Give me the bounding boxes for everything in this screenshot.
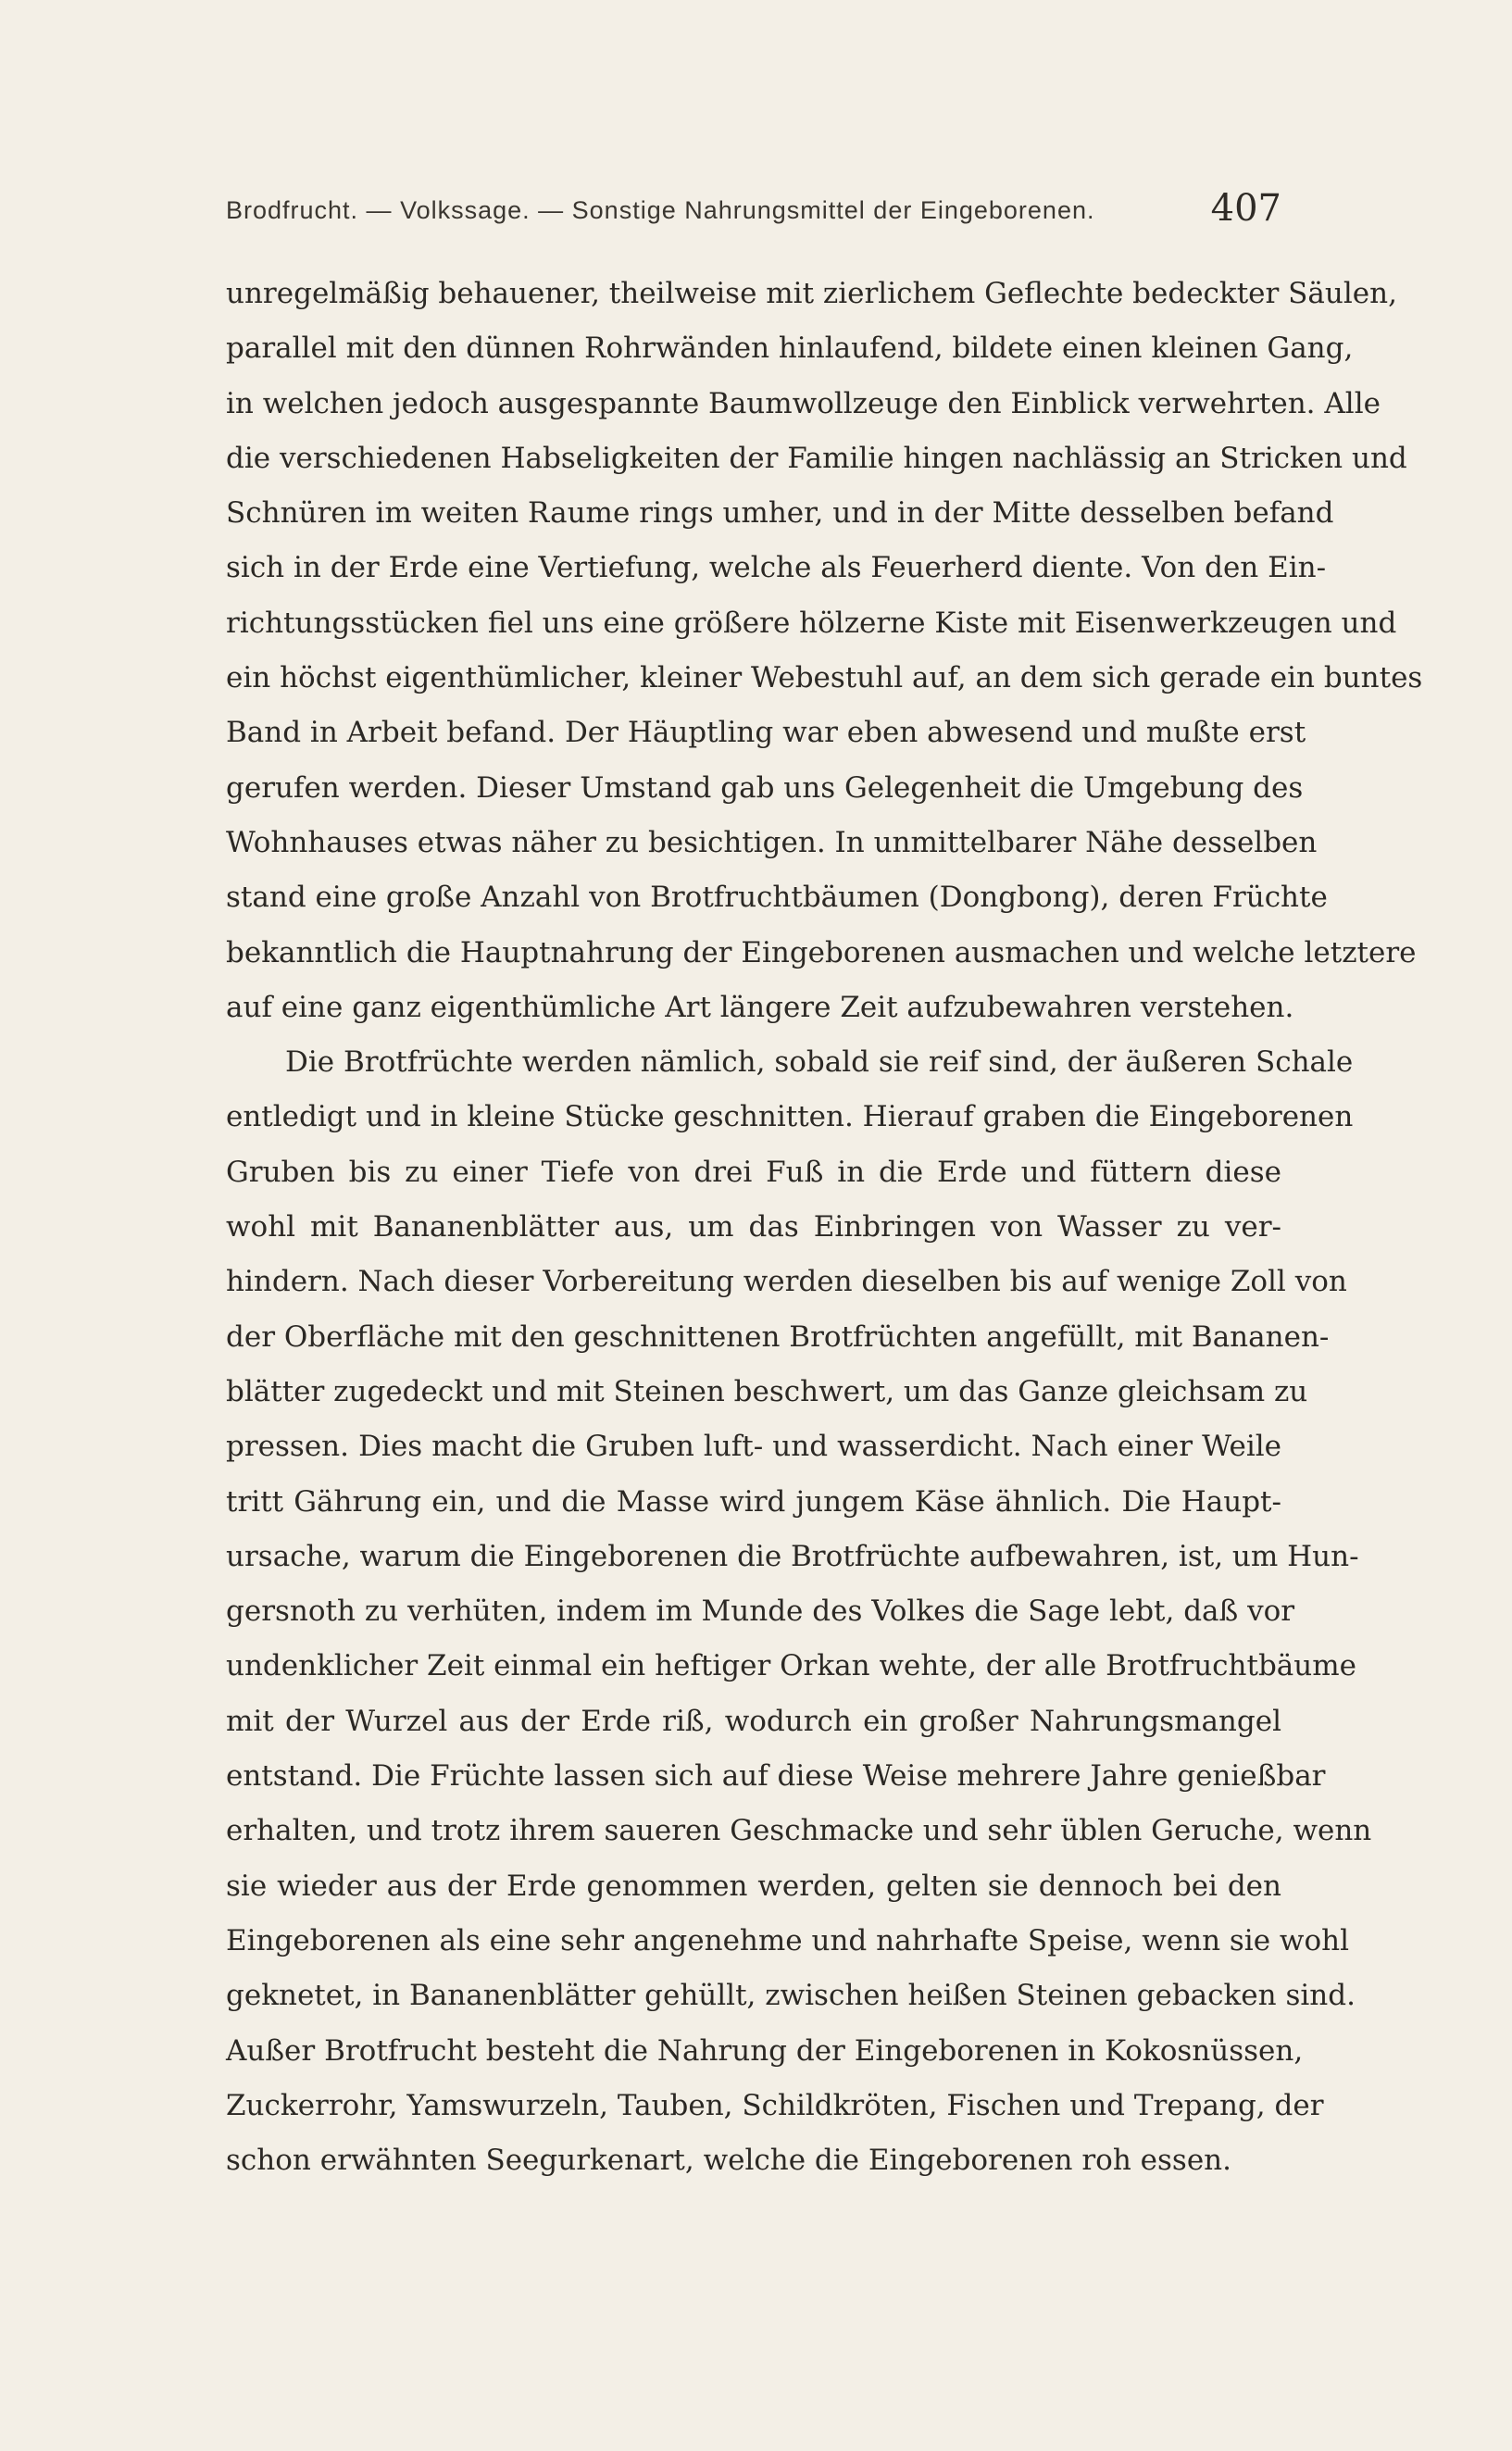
- text-line: Band in Arbeit befand. Der Häuptling war eben abwesend und mußte erst: [226, 716, 1306, 750]
- text-line: Gruben bis zu einer Tiefe von drei Fuß in die Erde und füttern diese: [226, 1155, 1281, 1189]
- text-line: sie wieder aus der Erde genommen werden, gelten sie dennoch bei den: [226, 1869, 1281, 1903]
- text-line: parallel mit den dünnen Rohrwänden hinlaufend, bildete einen kleinen Gang,: [226, 331, 1354, 366]
- text-line: ein höchst eigenthümlicher, kleiner Webestuhl auf, an dem sich gerade ein buntes: [226, 661, 1423, 695]
- text-line: stand eine große Anzahl von Brotfruchtbäumen (Dongbong), deren Früchte: [226, 881, 1328, 915]
- text-line: pressen. Dies macht die Gruben luft- und wasserdicht. Nach einer Weile: [226, 1430, 1281, 1464]
- text-line: geknetet, in Bananenblätter gehüllt, zwischen heißen Steinen gebacken sind.: [226, 1979, 1356, 2013]
- text-line: Wohnhauses etwas näher zu besichtigen. In unmittelbarer Nähe desselben: [226, 825, 1318, 859]
- text-line: schon erwähnten Seegurkenart, welche die Eingeborenen roh essen.: [226, 2144, 1231, 2178]
- text-line: die verschiedenen Habseligkeiten der Familie hingen nachlässig an Stricken und: [226, 441, 1407, 475]
- text-line: gerufen werden. Dieser Umstand gab uns Gelegenheit die Umgebung des: [226, 770, 1304, 805]
- text-line: Zuckerrohr, Yamswurzeln, Tauben, Schildkröten, Fischen und Trepang, der: [226, 2088, 1324, 2122]
- text-line: unregelmäßig behauener, theilweise mit zierlichem Geflechte bedeckter Säulen,: [226, 277, 1397, 310]
- text-line: Eingeborenen als eine sehr angenehme und nahrhafte Speise, wenn sie wohl: [226, 1923, 1349, 1957]
- text-line: mit der Wurzel aus der Erde riß, wodurch ein großer Nahrungsmangel: [226, 1704, 1281, 1738]
- text-line: entstand. Die Früchte lassen sich auf diese Weise mehrere Jahre genießbar: [226, 1759, 1326, 1794]
- text-line: hindern. Nach dieser Vorbereitung werden dieselben bis auf wenige Zoll von: [226, 1265, 1347, 1299]
- text-line: erhalten, und trotz ihrem saueren Geschmacke und sehr üblen Geruche, wenn: [226, 1814, 1372, 1848]
- text-line: blätter zugedeckt und mit Steinen beschwert, um das Ganze gleichsam zu: [226, 1374, 1308, 1408]
- text-line: sich in der Erde eine Vertiefung, welche als Feuerherd diente. Von den Ein-: [226, 551, 1327, 585]
- text-line: in welchen jedoch ausgespannte Baumwollzeuge den Einblick verwehrten. Alle: [226, 386, 1381, 420]
- text-line: der Oberfläche mit den geschnittenen Brotfrüchten angefüllt, mit Bananen-: [226, 1319, 1330, 1354]
- paragraph-start-line: Die Brotfrüchte werden nämlich, sobald sie reif sind, der äußeren Schale: [285, 1045, 1354, 1080]
- running-title: Brodfrucht. — Volkssage. — Sonstige Nahrungsmittel der Eingeborenen.: [226, 196, 1095, 224]
- body-text: [226, 267, 1423, 2188]
- text-line: undenklicher Zeit einmal ein heftiger Orkan wehte, der alle Brotfruchtbäume: [226, 1649, 1356, 1683]
- text-line: gersnoth zu verhüten, indem im Munde des Volkes die Sage lebt, daß vor: [226, 1594, 1295, 1629]
- page-number: 407: [1210, 187, 1281, 230]
- text-line: Außer Brotfrucht besteht die Nahrung der Eingeborenen in Kokosnüssen,: [226, 2033, 1304, 2068]
- text-line: auf eine ganz eigenthümliche Art längere Zeit aufzubewahren verstehen.: [226, 990, 1294, 1024]
- text-line: tritt Gährung ein, und die Masse wird jungem Käse ähnlich. Die Haupt-: [226, 1484, 1281, 1519]
- text-line: richtungsstücken fiel uns eine größere hölzerne Kiste mit Eisenwerkzeugen und: [226, 606, 1397, 640]
- running-header: [226, 187, 1281, 243]
- text-line: bekanntlich die Hauptnahrung der Eingeborenen ausmachen und welche letztere: [226, 935, 1417, 969]
- text-line: wohl mit Bananenblätter aus, um das Einbringen von Wasser zu ver-: [226, 1210, 1281, 1244]
- text-line: ursache, warum die Eingeborenen die Brotfrüchte aufbewahren, ist, um Hun-: [226, 1539, 1359, 1573]
- text-line: Schnüren im weiten Raume rings umher, und in der Mitte desselben befand: [226, 496, 1334, 531]
- text-line: entledigt und in kleine Stücke geschnitten. Hierauf graben die Eingeborenen: [226, 1100, 1354, 1134]
